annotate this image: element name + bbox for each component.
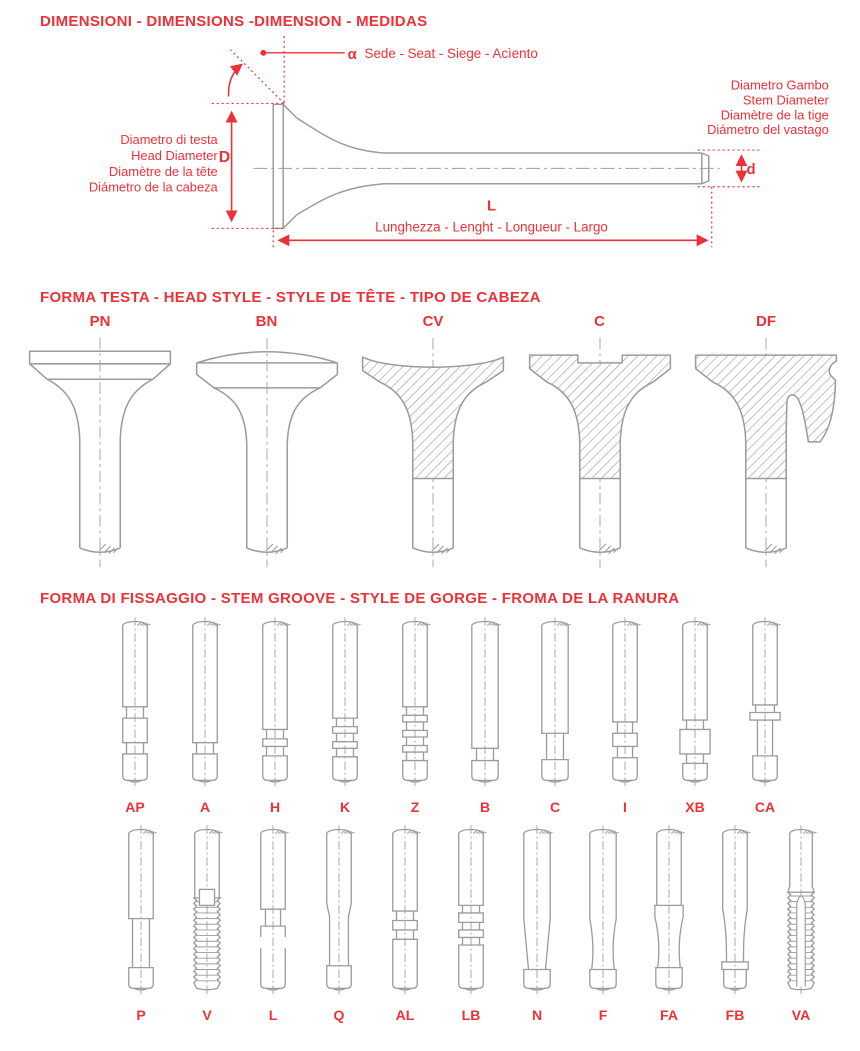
stem-groove-item xyxy=(438,823,504,1025)
head-type-label: CV xyxy=(422,313,444,330)
seat-leader-dot xyxy=(260,50,266,56)
head-style-item xyxy=(185,312,349,578)
stem-groove-item xyxy=(504,823,570,1025)
head-type-label: PN xyxy=(89,313,111,330)
stem-groove-item xyxy=(662,615,728,817)
head-style-item xyxy=(351,312,515,578)
stem-groove-item xyxy=(592,615,658,817)
stem-groove-row-1 xyxy=(0,607,860,817)
seat-angle-arc xyxy=(229,65,242,97)
dimensions-section-title: DIMENSIONI - DIMENSIONS -DIMENSION - MEDIDAS xyxy=(40,13,428,30)
stem-groove-item xyxy=(242,615,308,817)
svg-text:Diámetro de la cabeza: Diámetro de la cabeza xyxy=(88,179,218,195)
stem-groove-drawing-LB xyxy=(438,823,504,1001)
stem-groove-drawing-VA xyxy=(768,823,834,1001)
svg-text:Diamètre de la tête: Diamètre de la tête xyxy=(108,163,218,179)
head-style-section-title: FORMA TESTA - HEAD STYLE - STYLE DE TÊTE - TIPO DE CABEZA xyxy=(40,289,541,306)
stem-groove-item xyxy=(372,823,438,1025)
alpha-symbol: α xyxy=(347,46,357,63)
svg-text:Diametro di testa: Diametro di testa xyxy=(120,132,218,148)
stem-groove-drawing-P xyxy=(108,823,174,1001)
stem-diameter-labels xyxy=(707,78,829,138)
stem-groove-drawing-C xyxy=(522,615,588,793)
stem-groove-item xyxy=(174,823,240,1025)
stem-groove-item xyxy=(570,823,636,1025)
stem-type-label: CA xyxy=(754,799,776,815)
stem-type-label: XB xyxy=(685,799,705,815)
stem-groove-drawing-XB xyxy=(662,615,728,793)
stem-type-label: I xyxy=(623,799,627,815)
stem-type-label: A xyxy=(199,799,211,815)
stem-type-label: K xyxy=(339,799,351,815)
stem-groove-item xyxy=(768,823,834,1025)
head-style-item xyxy=(518,312,682,578)
stem-groove-drawing-I xyxy=(592,615,658,793)
stem-groove-item xyxy=(732,615,798,817)
dimensions-section xyxy=(0,0,860,280)
stem-groove-row-2 xyxy=(0,817,860,1025)
stem-groove-item xyxy=(240,823,306,1025)
head-diameter-labels xyxy=(89,132,219,195)
stem-type-label: N xyxy=(531,1007,543,1023)
stem-groove-drawing-AL xyxy=(372,823,438,1001)
stem-groove-drawing-FA xyxy=(636,823,702,1001)
stem-type-label: LB xyxy=(461,1007,481,1023)
stem-groove-drawing-A xyxy=(172,615,238,793)
stem-type-label: V xyxy=(202,1007,212,1023)
stem-groove-drawing-K xyxy=(312,615,378,793)
svg-text:Diamètre de la tige: Diamètre de la tige xyxy=(720,107,829,123)
head-type-label: BN xyxy=(255,313,278,330)
valve-dimension-diagram xyxy=(0,32,860,280)
stem-groove-item xyxy=(452,615,518,817)
valve-head-drawing-PN xyxy=(18,332,182,573)
stem-type-label: B xyxy=(479,799,491,815)
stem-groove-drawing-Z xyxy=(382,615,448,793)
stem-groove-drawing-Q xyxy=(306,823,372,1001)
stem-type-label: Z xyxy=(410,799,420,815)
head-style-item xyxy=(18,312,182,578)
seat-label: Sede - Seat - Siege - Acìento xyxy=(364,45,538,61)
stem-type-label: H xyxy=(269,799,281,815)
stem-groove-section-title: FORMA DI FISSAGGIO - STEM GROOVE - STYLE DE GORGE - FROMA DE LA RANURA xyxy=(40,590,680,607)
head-type-label: C xyxy=(594,313,605,330)
svg-text:Head Diameter: Head Diameter xyxy=(131,147,218,163)
svg-text:Diámetro del vastago: Diámetro del vastago xyxy=(707,122,829,138)
stem-groove-drawing-B xyxy=(452,615,518,793)
stem-groove-item xyxy=(382,615,448,817)
stem-groove-section xyxy=(0,590,860,1025)
head-diameter-symbol: D xyxy=(218,148,231,166)
stem-type-label: P xyxy=(136,1007,146,1023)
stem-groove-item xyxy=(636,823,702,1025)
stem-groove-item xyxy=(306,823,372,1025)
stem-groove-item xyxy=(522,615,588,817)
valve-head-drawing-C xyxy=(518,332,682,573)
head-type-label: DF xyxy=(756,313,776,330)
dimension-lines xyxy=(212,36,762,247)
stem-groove-drawing-L xyxy=(240,823,306,1001)
stem-groove-item xyxy=(102,615,168,817)
stem-diameter-symbol: d xyxy=(746,161,756,178)
stem-groove-item xyxy=(312,615,378,817)
stem-type-label: VA xyxy=(791,1007,811,1023)
stem-type-label: F xyxy=(598,1007,608,1023)
head-style-item xyxy=(684,312,848,578)
stem-groove-item xyxy=(172,615,238,817)
stem-type-label: Q xyxy=(333,1007,345,1023)
svg-text:Diametro Gambo: Diametro Gambo xyxy=(730,77,829,93)
stem-type-label: AP xyxy=(125,799,145,815)
valve-head-drawing-CV xyxy=(351,332,515,573)
stem-type-label: C xyxy=(549,799,561,815)
stem-type-label: AL xyxy=(395,1007,415,1023)
stem-type-label: FA xyxy=(660,1007,678,1023)
stem-groove-drawing-F xyxy=(570,823,636,1001)
stem-groove-drawing-N xyxy=(504,823,570,1001)
valve-head-drawing-BN xyxy=(185,332,349,573)
stem-type-label: L xyxy=(268,1007,278,1023)
svg-text:Stem Diameter: Stem Diameter xyxy=(742,92,829,108)
dimension-arrows xyxy=(229,53,742,240)
stem-groove-item xyxy=(702,823,768,1025)
stem-type-label: FB xyxy=(725,1007,745,1023)
head-style-row xyxy=(0,306,860,578)
stem-groove-item xyxy=(108,823,174,1025)
length-label: Lunghezza - Lenght - Longueur - Largo xyxy=(375,219,608,235)
head-style-section xyxy=(0,289,860,578)
stem-groove-drawing-CA xyxy=(732,615,798,793)
length-symbol: L xyxy=(486,198,497,215)
valve-head-drawing-DF xyxy=(684,332,848,573)
stem-groove-drawing-AP xyxy=(102,615,168,793)
stem-groove-drawing-V xyxy=(174,823,240,1001)
stem-groove-drawing-H xyxy=(242,615,308,793)
stem-groove-drawing-FB xyxy=(702,823,768,1001)
